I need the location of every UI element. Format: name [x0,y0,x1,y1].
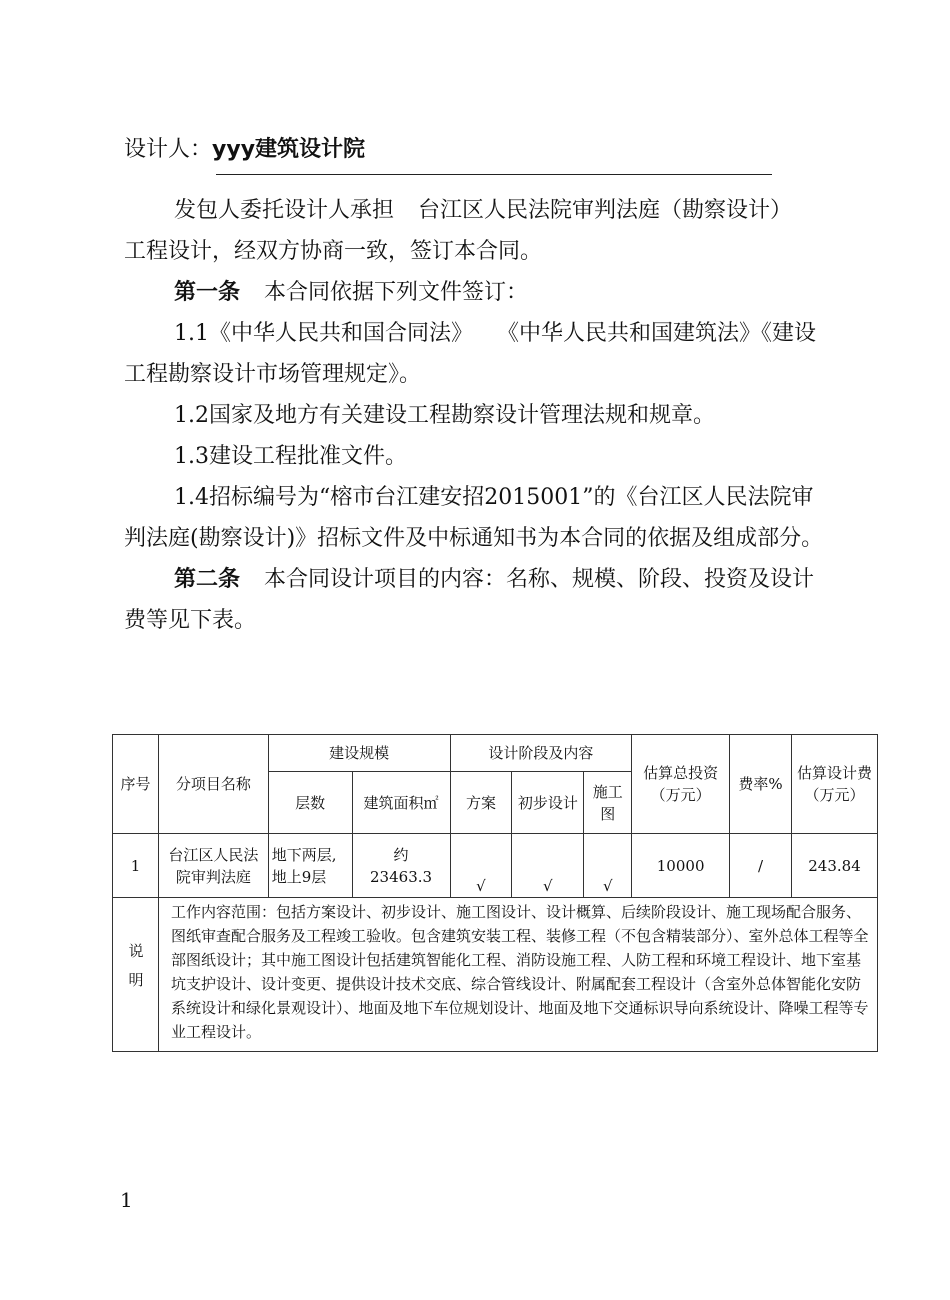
article-2-text: 本合同设计项目的内容：名称、规模、阶段、投资及设计费等见下表。 [124,567,815,633]
designer-underline [216,174,772,175]
header-rate: 费率% [730,735,792,834]
intro-text-c: 工程设计，经双方协商一致，签订本合同。 [124,239,543,264]
row-area-cell [352,834,450,898]
row-floors: 地下两层,地上9层 [268,834,352,898]
row-scheme: √ [450,834,512,898]
row-name: 台江区人民法院审判法庭 [158,834,268,898]
designer-name: yyy建筑设计院 [212,137,366,162]
desc-label: 说明 [126,942,145,1001]
item-1-3: 1.3建设工程批准文件。 [174,444,407,469]
article-2 [124,559,834,641]
row-fee: 243.84 [792,834,878,898]
item-1-2: 1.2国家及地方有关建设工程勘察设计管理法规和规章。 [174,403,715,428]
table-row [113,834,878,898]
contract-body [124,190,834,641]
row-seq: 1 [113,834,159,898]
row-investment: 10000 [632,834,730,898]
header-stage: 设计阶段及内容 [450,735,632,772]
header-name: 分项目名称 [158,735,268,834]
designer-line [124,132,365,163]
row-rate: / [730,834,792,898]
item-1-1 [124,313,834,395]
header-seq: 序号 [113,735,159,834]
article-2-title: 第二条 [174,567,241,592]
header-investment: 估算总投资（万元） [632,735,730,834]
header-floors: 层数 [268,772,352,834]
row-construction: √ [584,834,632,898]
header-area: 建筑面积㎡ [352,772,450,834]
item-1-4: 1.4招标编号为“榕市台江建安招2015001”的《台江区人民法院审判法庭(勘察设计)》招标文件及中标通知书为本合同的依据及组成部分。 [124,485,824,551]
desc-text: 工作内容范围：包括方案设计、初步设计、施工图设计、设计概算、后续阶段设计、施工现场配合服务、图纸审查配合服务及工程竣工验收。包含建筑安装工程、装修工程（不包含精装部分）、室外总体工程等全部图纸设计；其中施工图设计包括建筑智能化工程、消防设施工程、人防工程和环境工程设计、地下室基坑支护设计、设计变更、提供设计技术交底、综合管线设计、附属配套工程设计（含室外总体智能化安防系统设计和绿化景观设计）、地面及地下车位规划设计、地面及地下交通标识导向系统设计、降噪工程等专业工程设计。 [158,898,877,1052]
intro-text-a: 发包人委托设计人承担 [174,198,395,223]
header-construction: 施工图 [584,772,632,834]
article-1-text: 本合同依据下列文件签订： [264,280,529,305]
item-1-1-a: 1.1《中华人民共和国合同法》 [174,321,473,346]
row-prelim: √ [512,834,584,898]
article-1-title: 第一条 [174,280,241,305]
table-header-row [113,735,878,772]
page-number: 1 [120,1188,133,1212]
intro-paragraph [124,190,834,272]
project-table [112,734,878,1052]
header-fee: 估算设计费（万元） [792,735,878,834]
item-1-1-b: 《中华人民共和国建筑法》《建设工程勘察设计市场管理规定》。 [124,321,817,387]
row-area: 23463.3 [370,867,433,886]
table-desc-row [113,898,878,1052]
designer-label: 设计人： [124,137,213,162]
header-scale: 建设规模 [268,735,450,772]
row-area-prefix: 约 [393,845,409,864]
desc-label-cell [113,898,159,1052]
header-scheme: 方案 [450,772,512,834]
article-1 [124,272,834,313]
header-prelim: 初步设计 [512,772,584,834]
project-name: 台江区人民法院审判法庭（勘察设计） [418,198,793,223]
